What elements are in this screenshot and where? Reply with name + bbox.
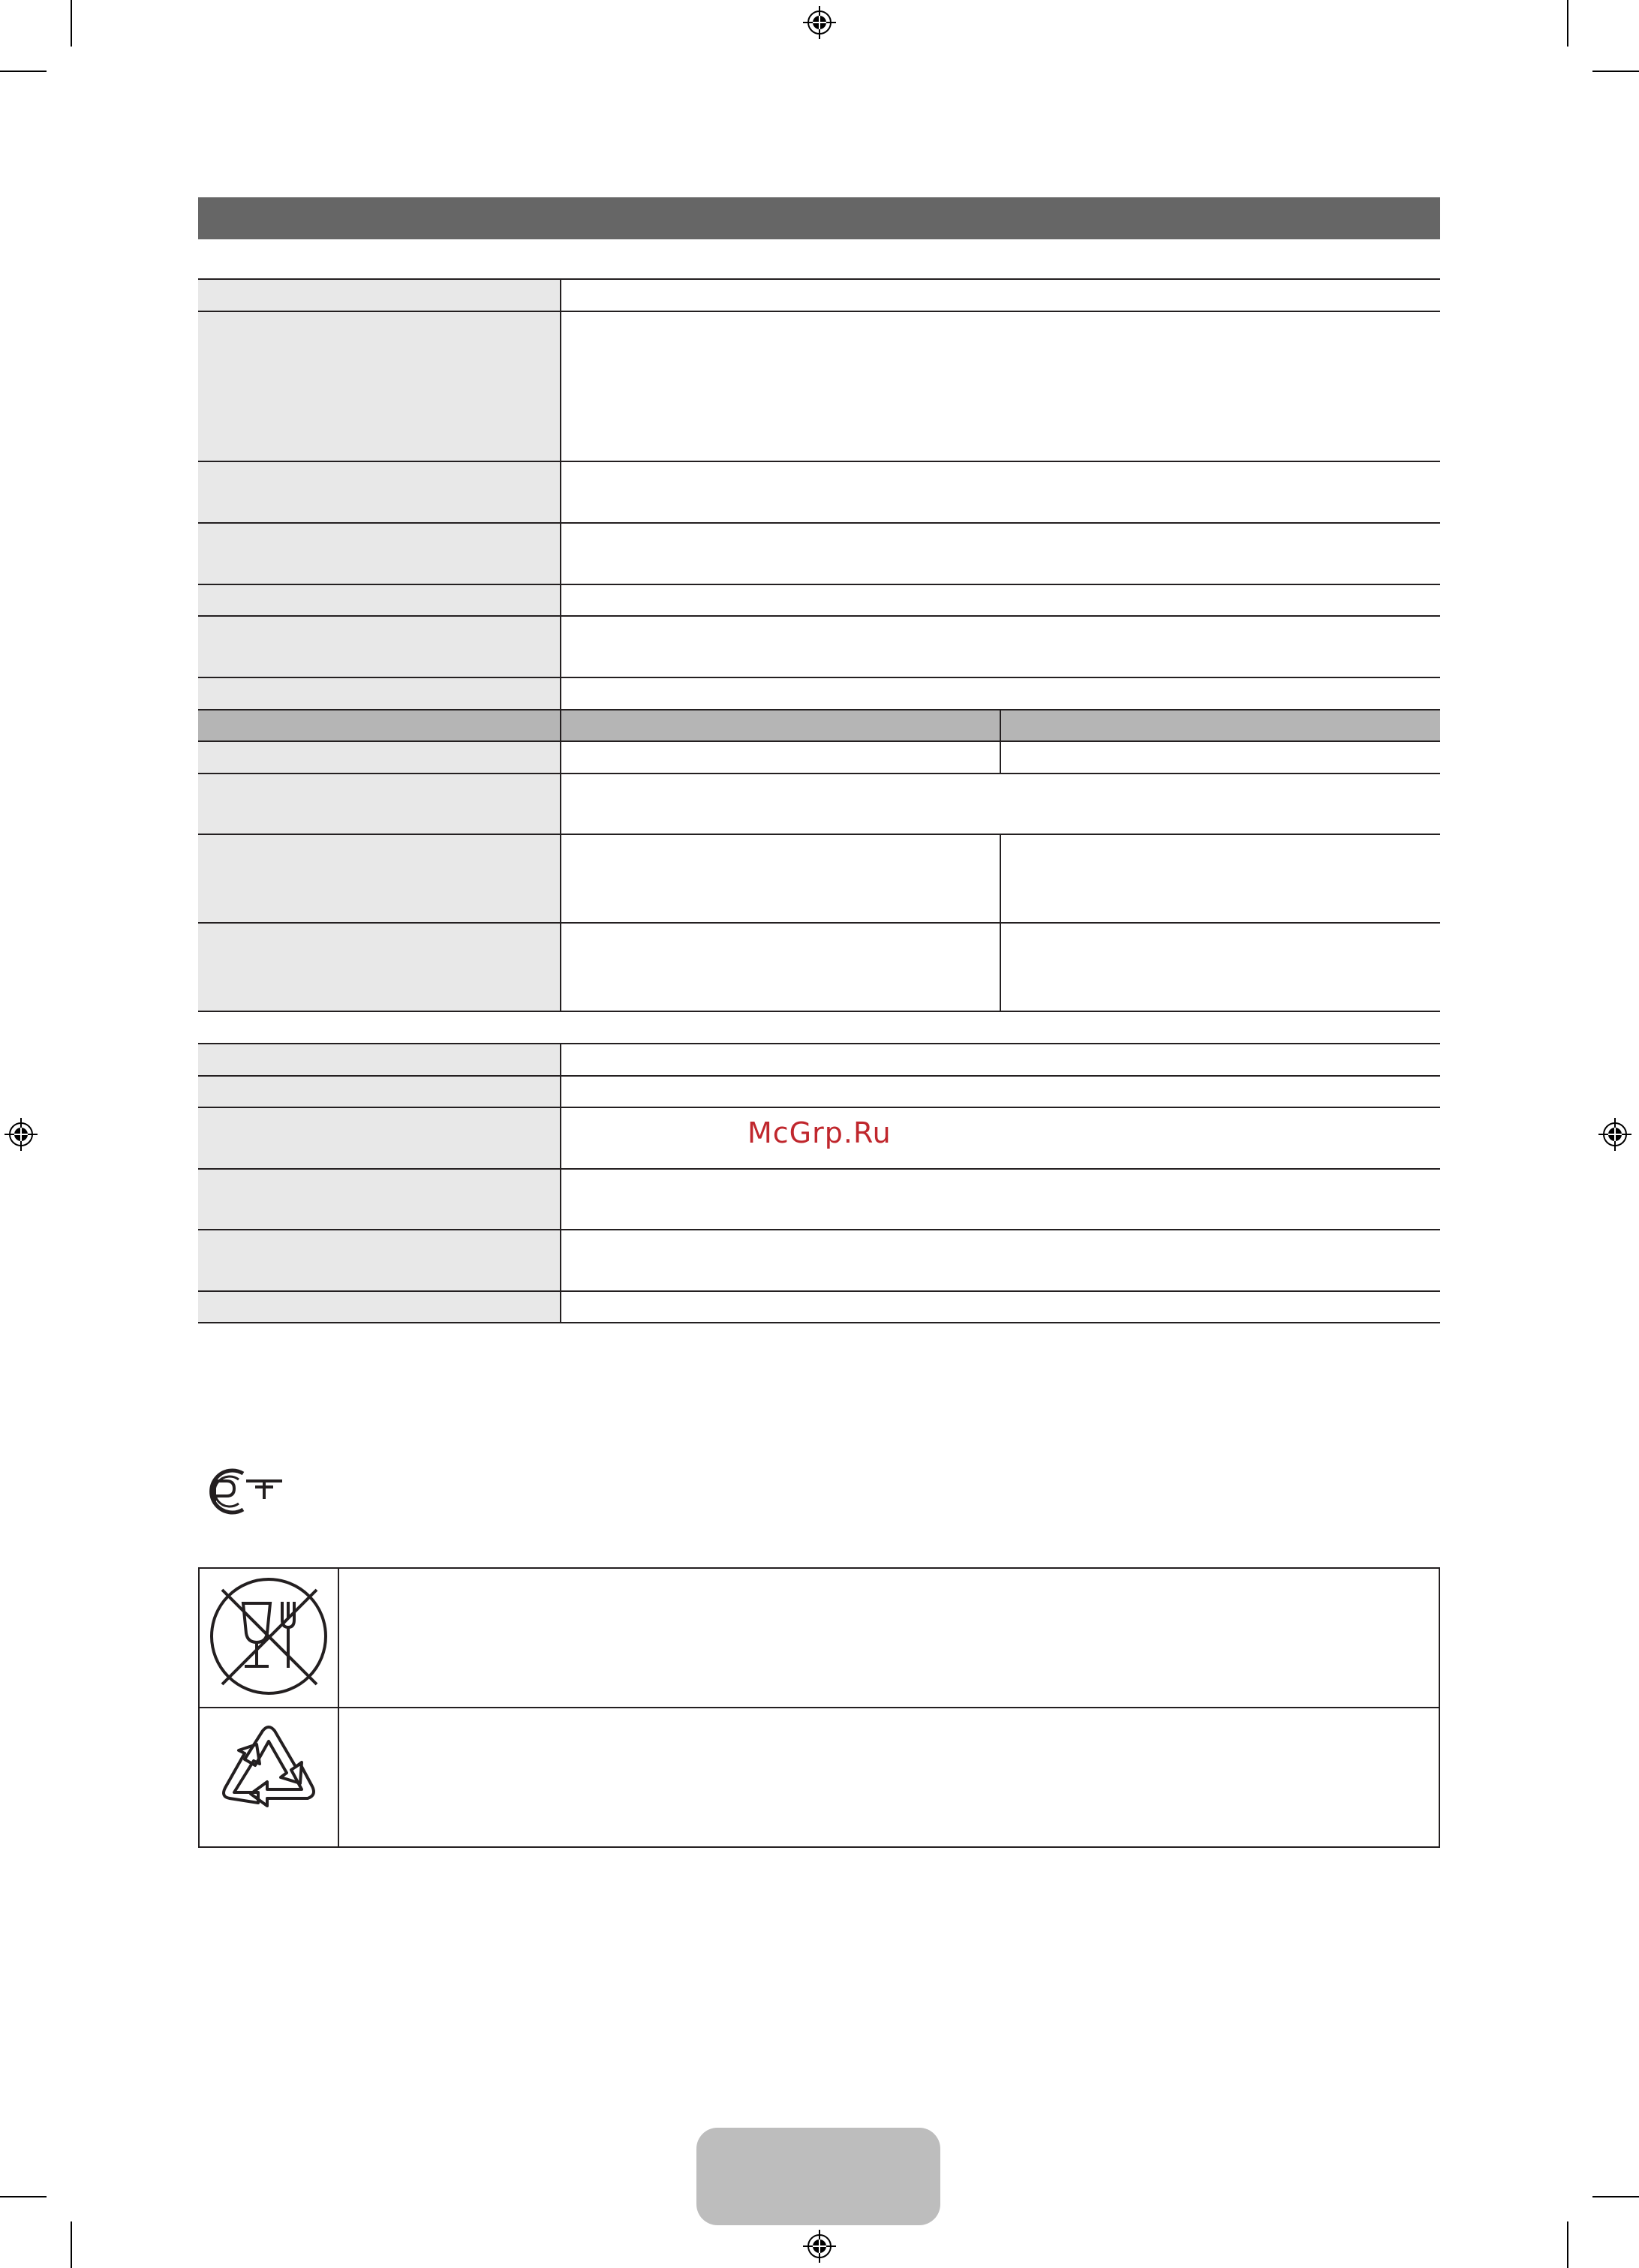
spec-label-cell xyxy=(198,834,561,923)
spec-label-cell xyxy=(198,677,561,710)
crosshair-circle-icon xyxy=(803,6,836,39)
crosshair-circle-icon xyxy=(5,1118,38,1151)
spec-label-cell xyxy=(198,1107,561,1169)
symbols-table xyxy=(198,1567,1440,1848)
spec-value-cell xyxy=(561,311,1440,461)
table-row xyxy=(198,923,1440,1011)
spec-label-cell xyxy=(198,1230,561,1291)
spec-value-cell xyxy=(561,584,1440,616)
table-row xyxy=(198,311,1440,461)
spec-value-cell xyxy=(561,1169,1440,1230)
header-cell xyxy=(561,710,1000,741)
table-row xyxy=(198,584,1440,616)
table-row xyxy=(198,1076,1440,1107)
spec-value-cell xyxy=(561,523,1440,584)
table-row xyxy=(198,461,1440,523)
specification-table xyxy=(198,1043,1440,1323)
table-row xyxy=(198,1291,1440,1323)
spec-label-cell xyxy=(198,774,561,834)
spec-label-cell xyxy=(198,741,561,774)
crop-mark xyxy=(1592,71,1639,72)
symbol-description-cell xyxy=(338,1708,1439,1847)
crop-mark xyxy=(71,0,72,47)
crop-mark xyxy=(1567,0,1568,47)
table-row xyxy=(198,1230,1440,1291)
spec-label-cell xyxy=(198,1044,561,1076)
table-row xyxy=(198,279,1440,311)
table-row xyxy=(198,774,1440,834)
table-header-row xyxy=(198,710,1440,741)
crop-mark xyxy=(0,71,47,72)
spec-value-cell xyxy=(561,1230,1440,1291)
page-number-tab xyxy=(696,2128,940,2225)
spec-value-cell xyxy=(561,774,1440,834)
spec-value-cell xyxy=(561,461,1440,523)
recycling-triangle-icon xyxy=(207,1714,330,1837)
table-row xyxy=(199,1568,1439,1708)
spec-value-cell xyxy=(561,1044,1440,1076)
spec-label-cell xyxy=(198,1291,561,1323)
crop-mark xyxy=(1567,2221,1568,2268)
table-row xyxy=(198,741,1440,774)
table-row xyxy=(198,1169,1440,1230)
watermark-text: McGrp.Ru xyxy=(747,1116,892,1149)
table-row xyxy=(198,834,1440,923)
table-row xyxy=(198,1044,1440,1076)
symbol-cell xyxy=(199,1708,338,1847)
spec-value-cell xyxy=(561,923,1000,1011)
header-cell xyxy=(1000,710,1440,741)
symbol-cell xyxy=(199,1568,338,1708)
spec-label-cell xyxy=(198,279,561,311)
section-title-bar xyxy=(198,197,1440,239)
specification-table xyxy=(198,278,1440,1012)
crop-mark xyxy=(0,2196,47,2197)
spec-value-cell xyxy=(561,279,1440,311)
spec-value-cell xyxy=(1000,923,1440,1011)
pct-certification-mark-icon xyxy=(201,1464,285,1519)
spec-label-cell xyxy=(198,616,561,677)
symbol-description-cell xyxy=(338,1568,1439,1708)
spec-label-cell xyxy=(198,923,561,1011)
crop-mark xyxy=(1592,2196,1639,2197)
spec-value-cell xyxy=(561,677,1440,710)
table-row xyxy=(199,1708,1439,1847)
spec-value-cell xyxy=(561,616,1440,677)
table-row xyxy=(198,616,1440,677)
spec-label-cell xyxy=(198,523,561,584)
spec-value-cell xyxy=(561,1291,1440,1323)
crosshair-circle-icon xyxy=(803,2230,836,2263)
spec-value-cell xyxy=(561,1076,1440,1107)
header-cell xyxy=(198,710,561,741)
spec-value-cell xyxy=(561,834,1000,923)
crosshair-circle-icon xyxy=(1598,1118,1631,1151)
spec-value-cell xyxy=(1000,741,1440,774)
crop-mark xyxy=(71,2221,72,2268)
spec-label-cell xyxy=(198,1076,561,1107)
spec-label-cell xyxy=(198,461,561,523)
spec-label-cell xyxy=(198,1169,561,1230)
spec-label-cell xyxy=(198,311,561,461)
spec-label-cell xyxy=(198,584,561,616)
table-row xyxy=(198,523,1440,584)
not-for-food-use-icon xyxy=(207,1575,330,1698)
table-row xyxy=(198,677,1440,710)
spec-value-cell xyxy=(561,741,1000,774)
spec-value-cell xyxy=(561,1107,1440,1169)
spec-value-cell xyxy=(1000,834,1440,923)
